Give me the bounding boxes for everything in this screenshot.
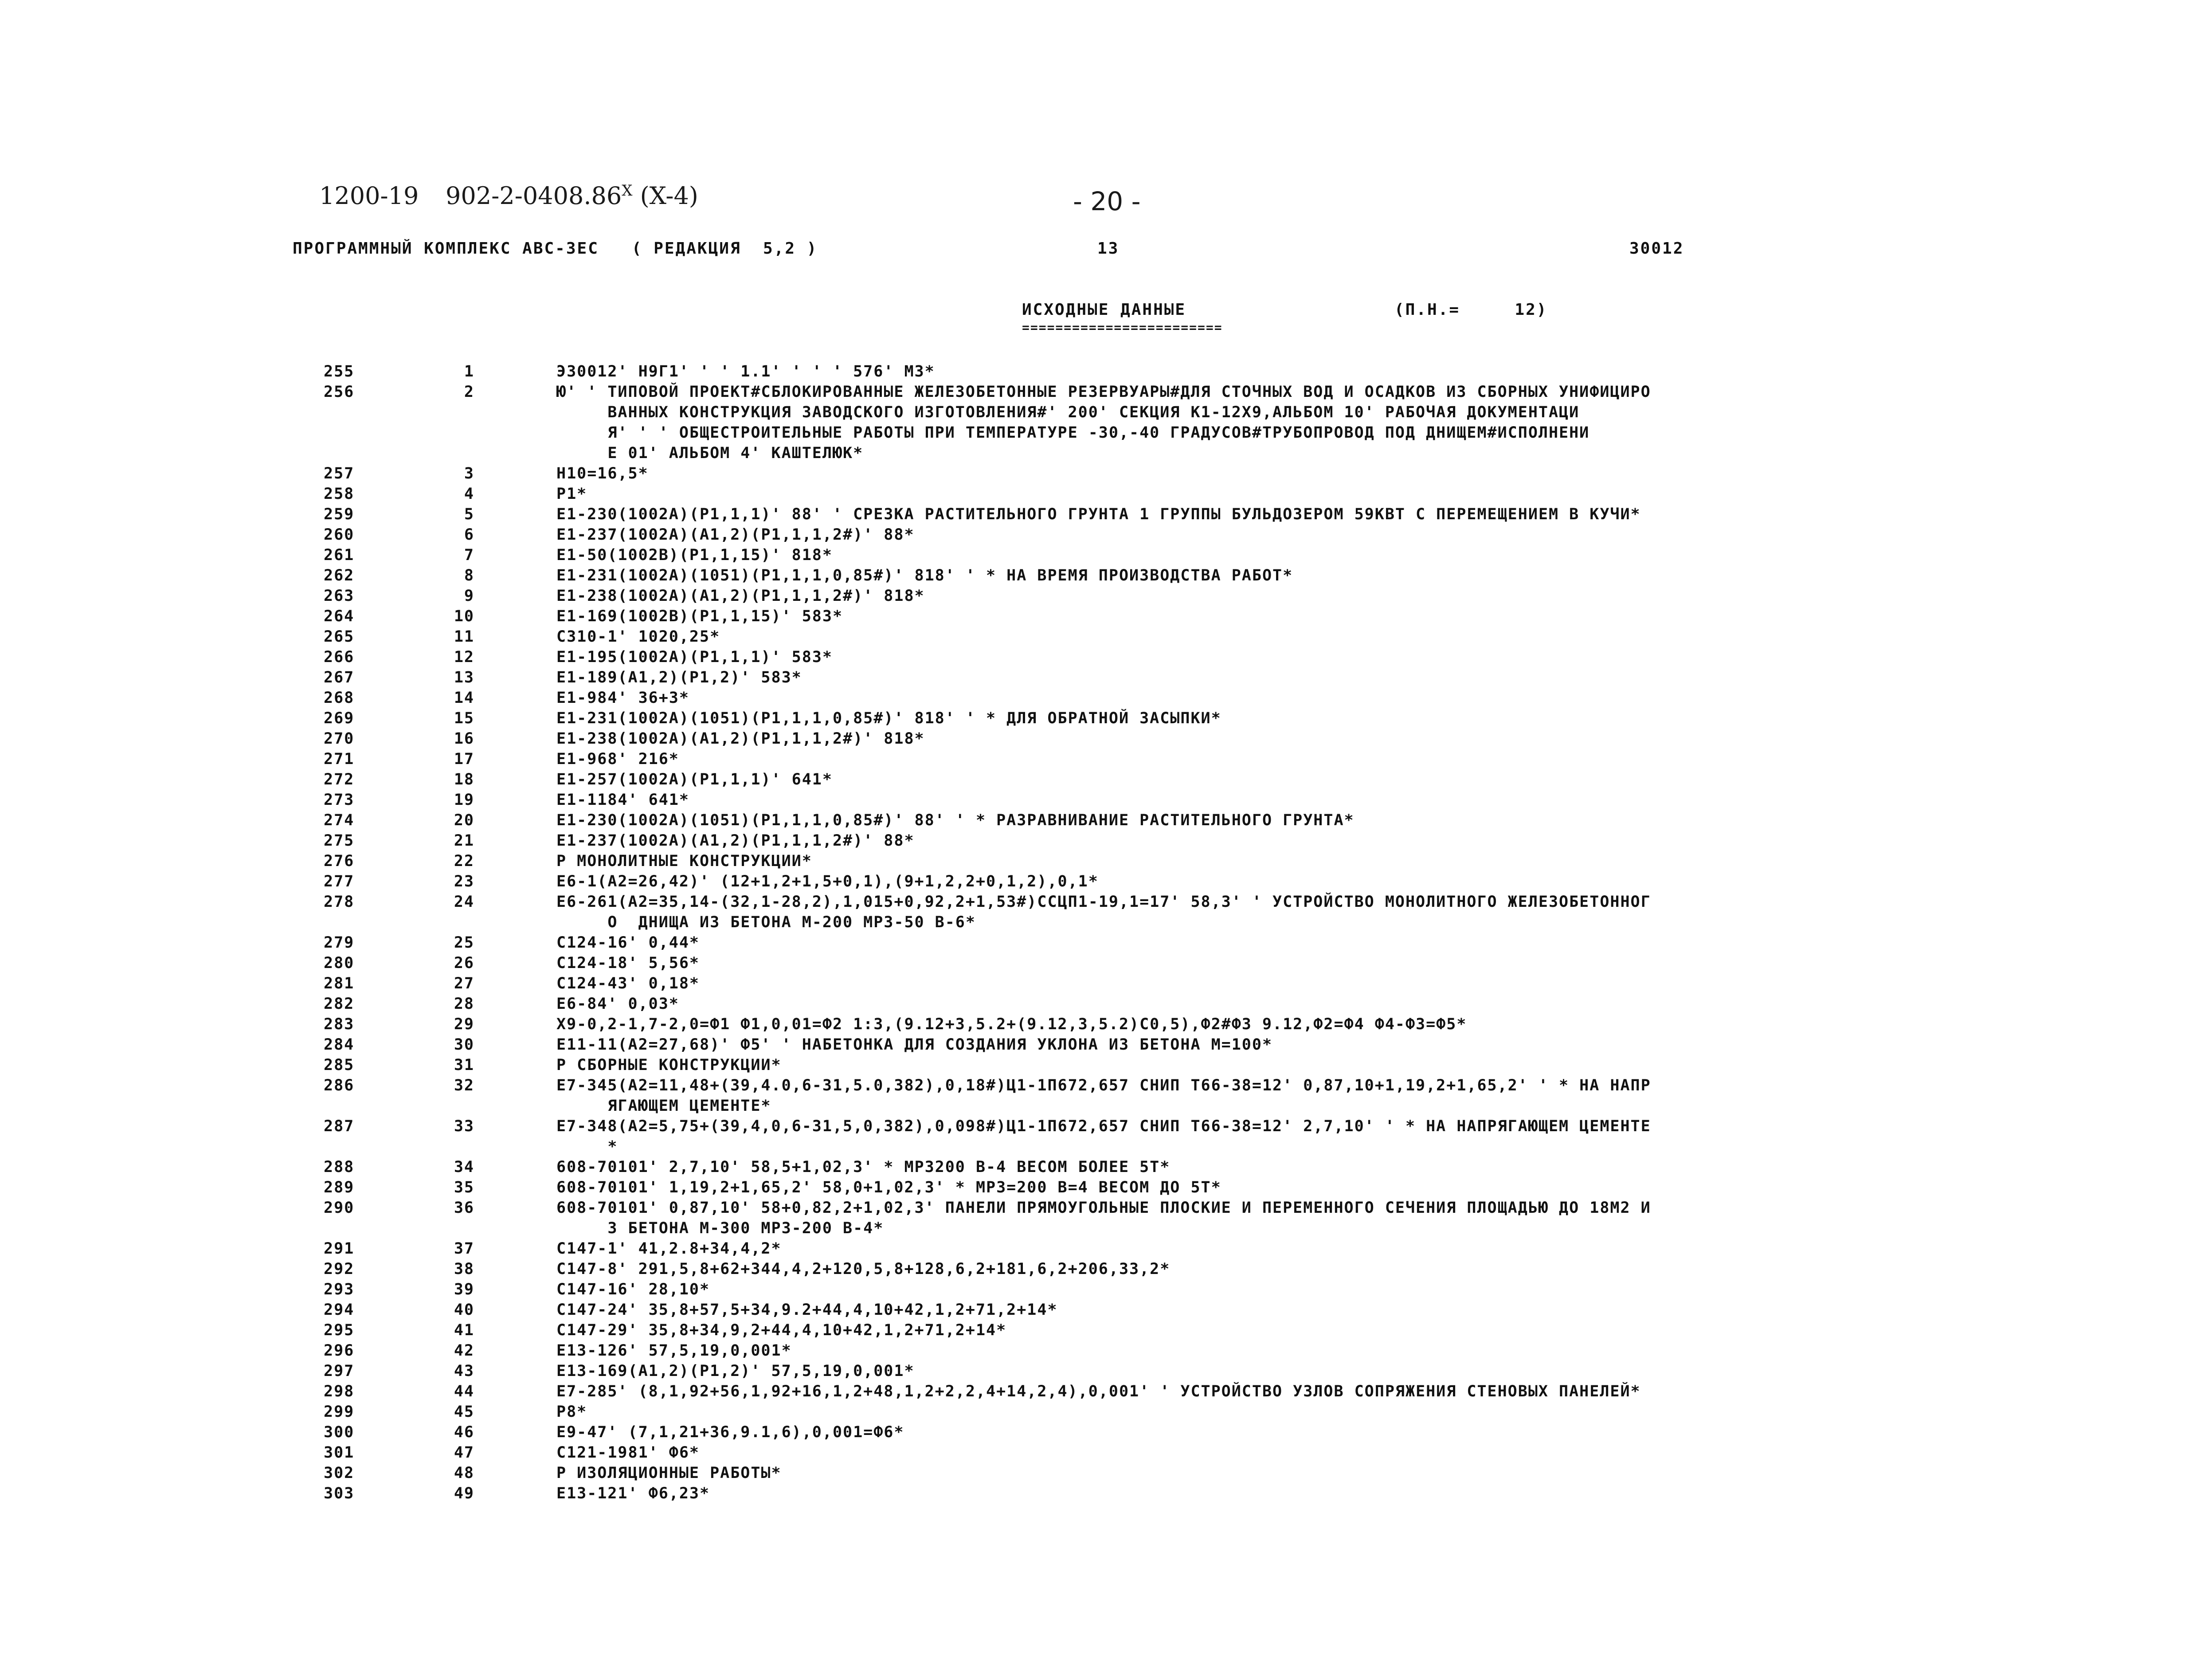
- row-text-line: Е13-121' Ф6,23*: [556, 1485, 710, 1502]
- row-text-line: С124-18' 5,56*: [556, 954, 700, 972]
- row-number: 286: [324, 1077, 355, 1094]
- row-text-line: Е7-285' (8,1,92+56,1,92+16,1,2+48,1,2+2,2,4+14,2,4),0,001' ' УСТРОЙСТВО УЗЛОВ СОПРЯЖЕНИЯ СТЕНОВЫХ ПАНЕЛЕЙ*: [556, 1383, 1641, 1400]
- row-text-line: Е13-126' 57,5,19,0,001*: [556, 1342, 792, 1360]
- row-text-line: Е1-1184' 641*: [556, 791, 689, 809]
- listing-row: [0, 525, 2212, 545]
- row-sequence: 11: [454, 628, 474, 646]
- listing-row: [0, 1055, 2212, 1075]
- row-sequence: 8: [464, 567, 474, 584]
- listing-row: [0, 1198, 2212, 1239]
- row-number: 285: [324, 1056, 355, 1074]
- listing-row: [0, 810, 2212, 831]
- row-sequence: 34: [454, 1158, 474, 1176]
- row-text: [556, 1157, 1887, 1177]
- row-text: [556, 504, 1887, 525]
- row-sequence: 41: [454, 1321, 474, 1339]
- row-number: 291: [324, 1240, 355, 1258]
- row-text: [556, 1300, 1887, 1320]
- row-sequence: 22: [454, 852, 474, 870]
- row-sequence: 4: [464, 485, 474, 503]
- listing-row: [0, 606, 2212, 627]
- row-sequence: 32: [454, 1077, 474, 1094]
- row-number: 294: [324, 1301, 355, 1319]
- listing-row: [0, 1116, 2212, 1157]
- listing-row: [0, 647, 2212, 667]
- row-sequence: 6: [464, 526, 474, 544]
- row-sequence: 20: [454, 811, 474, 829]
- row-number: 259: [324, 506, 355, 523]
- row-text: [556, 688, 1887, 708]
- row-text: [556, 994, 1887, 1014]
- row-sequence: 44: [454, 1383, 474, 1400]
- row-number: 264: [324, 608, 355, 625]
- row-text-line: Е1-257(1002А)(Р1,1,1)' 641*: [556, 771, 833, 788]
- row-number: 300: [324, 1423, 355, 1441]
- row-sequence: 7: [464, 546, 474, 564]
- listing-row: [0, 749, 2212, 769]
- listing-row: [0, 994, 2212, 1014]
- listing-row: [0, 973, 2212, 994]
- row-text: [556, 647, 1887, 667]
- row-number: 293: [324, 1281, 355, 1298]
- row-text: [556, 586, 1887, 606]
- listing-row: [0, 1239, 2212, 1259]
- row-number: 298: [324, 1383, 355, 1400]
- row-sequence: 14: [454, 689, 474, 707]
- row-sequence: 23: [454, 873, 474, 890]
- row-text: [556, 892, 1887, 933]
- row-number: 274: [324, 811, 355, 829]
- row-number: 272: [324, 771, 355, 788]
- row-text-line: Е6-1(А2=26,42)' (12+1,2+1,5+0,1),(9+1,2,2+0,1,2),0,1*: [556, 873, 1099, 890]
- row-text: [556, 810, 1887, 831]
- row-sequence: 12: [454, 648, 474, 666]
- row-text: [556, 851, 1887, 871]
- row-sequence: 45: [454, 1403, 474, 1421]
- row-number: 260: [324, 526, 355, 544]
- listing-row: [0, 688, 2212, 708]
- row-text: [556, 1075, 1887, 1116]
- listing-row: [0, 1463, 2212, 1483]
- row-text-line: 608-70101' 2,7,10' 58,5+1,02,3' * МРЗ200 В-4 ВЕСОМ БОЛЕЕ 5Т*: [556, 1158, 1171, 1176]
- listing-row: [0, 1442, 2212, 1463]
- row-text-line: Е11-11(А2=27,68)' Ф5' ' НАБЕТОНКА ДЛЯ СОЗДАНИЯ УКЛОНА ИЗ БЕТОНА М=100*: [556, 1036, 1273, 1054]
- row-text-line: Е7-348(А2=5,75+(39,4,0,6-31,5,0,382),0,098#)Ц1-1П672,657 СНИП Т66-38=12' 2,7,10' ' * НА НАПРЯГАЮЩЕМ ЦЕМЕНТЕ: [556, 1117, 1651, 1135]
- row-text: [556, 382, 1887, 463]
- row-text-line: Е 01' АЛЬБОМ 4' КАШТЕЛЮК*: [556, 444, 864, 462]
- row-sequence: 48: [454, 1464, 474, 1482]
- listing-row: [0, 504, 2212, 525]
- row-text: [556, 545, 1887, 565]
- row-sequence: 24: [454, 893, 474, 911]
- row-text: [556, 525, 1887, 545]
- row-sequence: 9: [464, 587, 474, 605]
- row-sequence: 30: [454, 1036, 474, 1054]
- row-text-line: Е1-984' 36+3*: [556, 689, 689, 707]
- row-number: 302: [324, 1464, 355, 1482]
- row-text-line: С310-1' 1020,25*: [556, 628, 720, 646]
- row-sequence: 31: [454, 1056, 474, 1074]
- row-sequence: 26: [454, 954, 474, 972]
- row-sequence: 1: [464, 363, 474, 380]
- listing-row: [0, 361, 2212, 382]
- row-number: 303: [324, 1485, 355, 1502]
- row-text-line: С121-1981' Ф6*: [556, 1444, 700, 1462]
- row-number: 268: [324, 689, 355, 707]
- row-text-line: С147-16' 28,10*: [556, 1281, 710, 1298]
- row-text-line: С147-29' 35,8+34,9,2+44,4,10+42,1,2+71,2+14*: [556, 1321, 1007, 1339]
- row-sequence: 25: [454, 934, 474, 952]
- listing-row: [0, 933, 2212, 953]
- row-text: [556, 1341, 1887, 1361]
- row-number: 292: [324, 1260, 355, 1278]
- row-text-line: Е1-231(1002А)(1051)(Р1,1,1,0,85#)' 818' ' * ДЛЯ ОБРАТНОЙ ЗАСЫПКИ*: [556, 709, 1221, 727]
- row-text-line: ЯГАЮЩЕМ ЦЕМЕНТЕ*: [556, 1097, 771, 1115]
- row-text-line: 608-70101' 1,19,2+1,65,2' 58,0+1,02,3' * МРЗ=200 В=4 ВЕСОМ ДО 5Т*: [556, 1179, 1221, 1196]
- row-text-line: *: [556, 1138, 618, 1156]
- row-sequence: 10: [454, 608, 474, 625]
- row-number: 287: [324, 1117, 355, 1135]
- row-text-line: С147-1' 41,2.8+34,4,2*: [556, 1240, 782, 1258]
- listing-row: [0, 545, 2212, 565]
- listing-row: [0, 484, 2212, 504]
- row-number: 256: [324, 383, 355, 401]
- row-text-line: Е1-968' 216*: [556, 750, 679, 768]
- row-text-line: Е1-169(1002В)(Р1,1,15)' 583*: [556, 608, 843, 625]
- row-text: [556, 749, 1887, 769]
- listing-row: [0, 790, 2212, 810]
- row-sequence: 16: [454, 730, 474, 748]
- row-sequence: 19: [454, 791, 474, 809]
- row-text: [556, 1483, 1887, 1504]
- row-text: [556, 1035, 1887, 1055]
- row-text: [556, 1463, 1887, 1483]
- row-text: [556, 627, 1887, 647]
- row-text: [556, 361, 1887, 382]
- row-text: [556, 667, 1887, 688]
- row-number: 261: [324, 546, 355, 564]
- row-text-line: З БЕТОНА М-300 МРЗ-200 В-4*: [556, 1219, 884, 1237]
- row-number: 263: [324, 587, 355, 605]
- row-text-line: Р МОНОЛИТНЫЕ КОНСТРУКЦИИ*: [556, 852, 812, 870]
- section-title: ИСХОДНЫЕ ДАННЫЕ: [1022, 301, 1186, 319]
- row-text: [556, 463, 1887, 484]
- row-text: [556, 1381, 1887, 1402]
- doc-number: 902-2-0408.86: [446, 182, 622, 210]
- row-text-line: Е1-230(1002А)(1051)(Р1,1,1,0,85#)' 88' ' * РАЗРАВНИВАНИЕ РАСТИТЕЛЬНОГО ГРУНТА*: [556, 811, 1355, 829]
- listing-row: [0, 667, 2212, 688]
- row-number: 290: [324, 1199, 355, 1217]
- listing-row: [0, 1483, 2212, 1504]
- listing-row: [0, 953, 2212, 973]
- row-text: [556, 1239, 1887, 1259]
- row-text: [556, 1402, 1887, 1422]
- program-header: ПРОГРАММНЫЙ КОМПЛЕКС АВС-3ЕС ( РЕДАКЦИЯ 5,2 ): [293, 239, 818, 258]
- listing-row: [0, 1177, 2212, 1198]
- listing-row: [0, 1381, 2212, 1402]
- row-sequence: 2: [464, 383, 474, 401]
- listing-row: [0, 708, 2212, 729]
- row-sequence: 13: [454, 669, 474, 686]
- stamp-document-number: [446, 182, 698, 210]
- row-text-line: Х9-0,2-1,7-2,0=Ф1 Ф1,0,01=Ф2 1:3,(9.12+3,5.2+(9.12,3,5.2)С0,5),Ф2#Ф3 9.12,Ф2=Ф4 Ф4-Ф3=Ф5*: [556, 1015, 1467, 1033]
- row-text: [556, 1014, 1887, 1035]
- row-sequence: 40: [454, 1301, 474, 1319]
- listing-row: [0, 1341, 2212, 1361]
- row-text-line: С124-16' 0,44*: [556, 934, 700, 952]
- listing-row: [0, 1422, 2212, 1442]
- row-sequence: 3: [464, 465, 474, 482]
- section-page-reference: (П.Н.= 12): [1394, 301, 1548, 319]
- row-text: [556, 606, 1887, 627]
- listing-row: [0, 729, 2212, 749]
- doc-superscript: X: [622, 182, 633, 200]
- row-text-line: Е1-231(1002А)(1051)(Р1,1,1,0,85#)' 818' ' * НА ВРЕМЯ ПРОИЗВОДСТВА РАБОТ*: [556, 567, 1293, 584]
- listing-row: [0, 1075, 2212, 1116]
- row-text: [556, 973, 1887, 994]
- row-number: 281: [324, 975, 355, 992]
- row-text-line: С124-43' 0,18*: [556, 975, 700, 992]
- row-number: 297: [324, 1362, 355, 1380]
- row-number: 267: [324, 669, 355, 686]
- listing-row: [0, 851, 2212, 871]
- row-text-line: С147-8' 291,5,8+62+344,4,2+120,5,8+128,6,2+181,6,2+206,33,2*: [556, 1260, 1171, 1278]
- row-text-line: Р ИЗОЛЯЦИОННЫЕ РАБОТЫ*: [556, 1464, 782, 1482]
- listing-row: [0, 627, 2212, 647]
- listing-row: [0, 1361, 2212, 1381]
- row-text-line: Я' ' ' ОБЩЕСТРОИТЕЛЬНЫЕ РАБОТЫ ПРИ ТЕМПЕРАТУРЕ -30,-40 ГРАДУСОВ#ТРУБОПРОВОД ПОД ДНИЩЕМ#ИСПОЛНЕНИ: [556, 424, 1590, 442]
- row-text-line: ВАННЫХ КОНСТРУКЦИЯ ЗАВОДСКОГО ИЗГОТОВЛЕНИЯ#' 200' СЕКЦИЯ К1-12Х9,АЛЬБОМ 10' РАБОЧАЯ ДОКУМЕНТАЦИ: [556, 404, 1580, 421]
- row-number: 295: [324, 1321, 355, 1339]
- row-sequence: 36: [454, 1199, 474, 1217]
- row-text-line: О ДНИЩА ИЗ БЕТОНА М-200 МРЗ-50 В-6*: [556, 913, 976, 931]
- row-text-line: С147-24' 35,8+57,5+34,9.2+44,4,10+42,1,2+71,2+14*: [556, 1301, 1058, 1319]
- row-sequence: 27: [454, 975, 474, 992]
- row-text-line: Е1-230(1002А)(Р1,1,1)' 88' ' СРЕЗКА РАСТИТЕЛЬНОГО ГРУНТА 1 ГРУППЫ БУЛЬДОЗЕРОМ 59КВТ С ПЕРЕМЕЩЕНИЕМ В КУЧИ*: [556, 506, 1641, 523]
- listing-row: [0, 871, 2212, 892]
- row-text-line: Е1-237(1002А)(А1,2)(Р1,1,1,2#)' 88*: [556, 832, 915, 850]
- row-sequence: 15: [454, 709, 474, 727]
- row-number: 276: [324, 852, 355, 870]
- row-text: [556, 565, 1887, 586]
- listing-row: [0, 1035, 2212, 1055]
- row-text: [556, 1177, 1887, 1198]
- row-sequence: 37: [454, 1240, 474, 1258]
- row-number: 275: [324, 832, 355, 850]
- row-number: 262: [324, 567, 355, 584]
- row-number: 283: [324, 1015, 355, 1033]
- row-text: [556, 1361, 1887, 1381]
- row-sequence: 35: [454, 1179, 474, 1196]
- row-text-line: Н10=16,5*: [556, 465, 649, 482]
- row-number: 301: [324, 1444, 355, 1462]
- row-number: 265: [324, 628, 355, 646]
- listing-row: [0, 1300, 2212, 1320]
- row-number: 257: [324, 465, 355, 482]
- row-number: 288: [324, 1158, 355, 1176]
- row-sequence: 33: [454, 1117, 474, 1135]
- row-number: 289: [324, 1179, 355, 1196]
- row-text-line: Е1-195(1002А)(Р1,1,1)' 583*: [556, 648, 833, 666]
- listing-row: [0, 1014, 2212, 1035]
- row-text: [556, 831, 1887, 851]
- listing-row: [0, 831, 2212, 851]
- row-text: [556, 953, 1887, 973]
- doc-suffix: (X-4): [632, 182, 698, 210]
- row-text-line: Е1-238(1002А)(А1,2)(Р1,1,1,2#)' 818*: [556, 730, 925, 748]
- row-text: [556, 1320, 1887, 1341]
- listing-row: [0, 1157, 2212, 1177]
- row-sequence: 18: [454, 771, 474, 788]
- row-sequence: 21: [454, 832, 474, 850]
- row-number: 266: [324, 648, 355, 666]
- listing-row: [0, 892, 2212, 933]
- row-sequence: 49: [454, 1485, 474, 1502]
- row-sequence: 47: [454, 1444, 474, 1462]
- row-sequence: 43: [454, 1362, 474, 1380]
- row-number: 299: [324, 1403, 355, 1421]
- listing-row: [0, 769, 2212, 790]
- row-text: [556, 1198, 1887, 1239]
- listing-row: [0, 565, 2212, 586]
- row-number: 277: [324, 873, 355, 890]
- row-text: [556, 708, 1887, 729]
- header-middle-number: 13: [1097, 239, 1120, 258]
- row-text-line: 608-70101' 0,87,10' 58+0,82,2+1,02,3' ПАНЕЛИ ПРЯМОУГОЛЬНЫЕ ПЛОСКИЕ И ПЕРЕМЕННОГО СЕЧЕНИЯ ПЛОЩАДЬЮ ДО 18М2 И: [556, 1199, 1651, 1217]
- row-text-line: Е6-261(А2=35,14-(32,1-28,2),1,015+0,92,2+1,53#)ССЦП1-19,1=17' 58,3' ' УСТРОЙСТВО МОНОЛИТНОГО ЖЕЛЕЗОБЕТОННОГ: [556, 893, 1651, 911]
- row-text: [556, 1422, 1887, 1442]
- row-text: [556, 484, 1887, 504]
- row-text-line: Е13-169(А1,2)(Р1,2)' 57,5,19,0,001*: [556, 1362, 915, 1380]
- listing-row: [0, 463, 2212, 484]
- row-text-line: Е6-84' 0,03*: [556, 995, 679, 1013]
- row-text: [556, 1259, 1887, 1279]
- row-number: 270: [324, 730, 355, 748]
- page-number: - 20 -: [1073, 186, 1141, 216]
- listing-row: [0, 1320, 2212, 1341]
- listing-row: [0, 382, 2212, 463]
- row-number: 279: [324, 934, 355, 952]
- header-object-number: 30012: [1629, 239, 1684, 258]
- listing-row: [0, 1279, 2212, 1300]
- row-number: 255: [324, 363, 355, 380]
- row-number: 258: [324, 485, 355, 503]
- row-number: 282: [324, 995, 355, 1013]
- row-text-line: Ю' ' ТИПОВОЙ ПРОЕКТ#СБЛОКИРОВАННЫЕ ЖЕЛЕЗОБЕТОННЫЕ РЕЗЕРВУАРЫ#ДЛЯ СТОЧНЫХ ВОД И ОСАДКОВ ИЗ СБОРНЫХ УНИФИЦИРО: [556, 383, 1651, 401]
- row-sequence: 39: [454, 1281, 474, 1298]
- row-text: [556, 1055, 1887, 1075]
- section-title-underline: ========================: [1022, 320, 1223, 335]
- listing-row: [0, 1402, 2212, 1422]
- row-sequence: 38: [454, 1260, 474, 1278]
- row-text: [556, 1442, 1887, 1463]
- row-text-line: Е9-47' (7,1,21+36,9.1,6),0,001=Ф6*: [556, 1423, 904, 1441]
- listing-row: [0, 1259, 2212, 1279]
- row-number: 278: [324, 893, 355, 911]
- row-sequence: 46: [454, 1423, 474, 1441]
- row-text: [556, 769, 1887, 790]
- row-sequence: 29: [454, 1015, 474, 1033]
- row-text-line: Е7-345(А2=11,48+(39,4.0,6-31,5.0,382),0,18#)Ц1-1П672,657 СНИП Т66-38=12' 0,87,10+1,19,2+1,65,2' ' * НА НАПР: [556, 1077, 1651, 1094]
- row-text: [556, 790, 1887, 810]
- row-text: [556, 1279, 1887, 1300]
- row-text-line: Е1-50(1002В)(Р1,1,15)' 818*: [556, 546, 833, 564]
- row-sequence: 5: [464, 506, 474, 523]
- row-number: 269: [324, 709, 355, 727]
- row-text: [556, 933, 1887, 953]
- row-text: [556, 871, 1887, 892]
- stamp-code: 1200-19: [319, 182, 419, 210]
- row-text-line: Е1-237(1002А)(А1,2)(Р1,1,1,2#)' 88*: [556, 526, 915, 544]
- row-text: [556, 729, 1887, 749]
- row-text-line: Р1*: [556, 485, 587, 503]
- row-number: 296: [324, 1342, 355, 1360]
- row-text: [556, 1116, 1887, 1157]
- row-sequence: 42: [454, 1342, 474, 1360]
- row-text-line: Е1-238(1002А)(А1,2)(Р1,1,1,2#)' 818*: [556, 587, 925, 605]
- row-text-line: Э30012' Н9Г1' ' ' 1.1' ' ' ' 576' МЗ*: [556, 363, 935, 380]
- row-text-line: Е1-189(А1,2)(Р1,2)' 583*: [556, 669, 802, 686]
- listing-row: [0, 586, 2212, 606]
- row-text-line: Р8*: [556, 1403, 587, 1421]
- row-sequence: 28: [454, 995, 474, 1013]
- row-number: 280: [324, 954, 355, 972]
- row-number: 273: [324, 791, 355, 809]
- row-sequence: 17: [454, 750, 474, 768]
- row-text-line: Р СБОРНЫЕ КОНСТРУКЦИИ*: [556, 1056, 782, 1074]
- row-number: 284: [324, 1036, 355, 1054]
- row-number: 271: [324, 750, 355, 768]
